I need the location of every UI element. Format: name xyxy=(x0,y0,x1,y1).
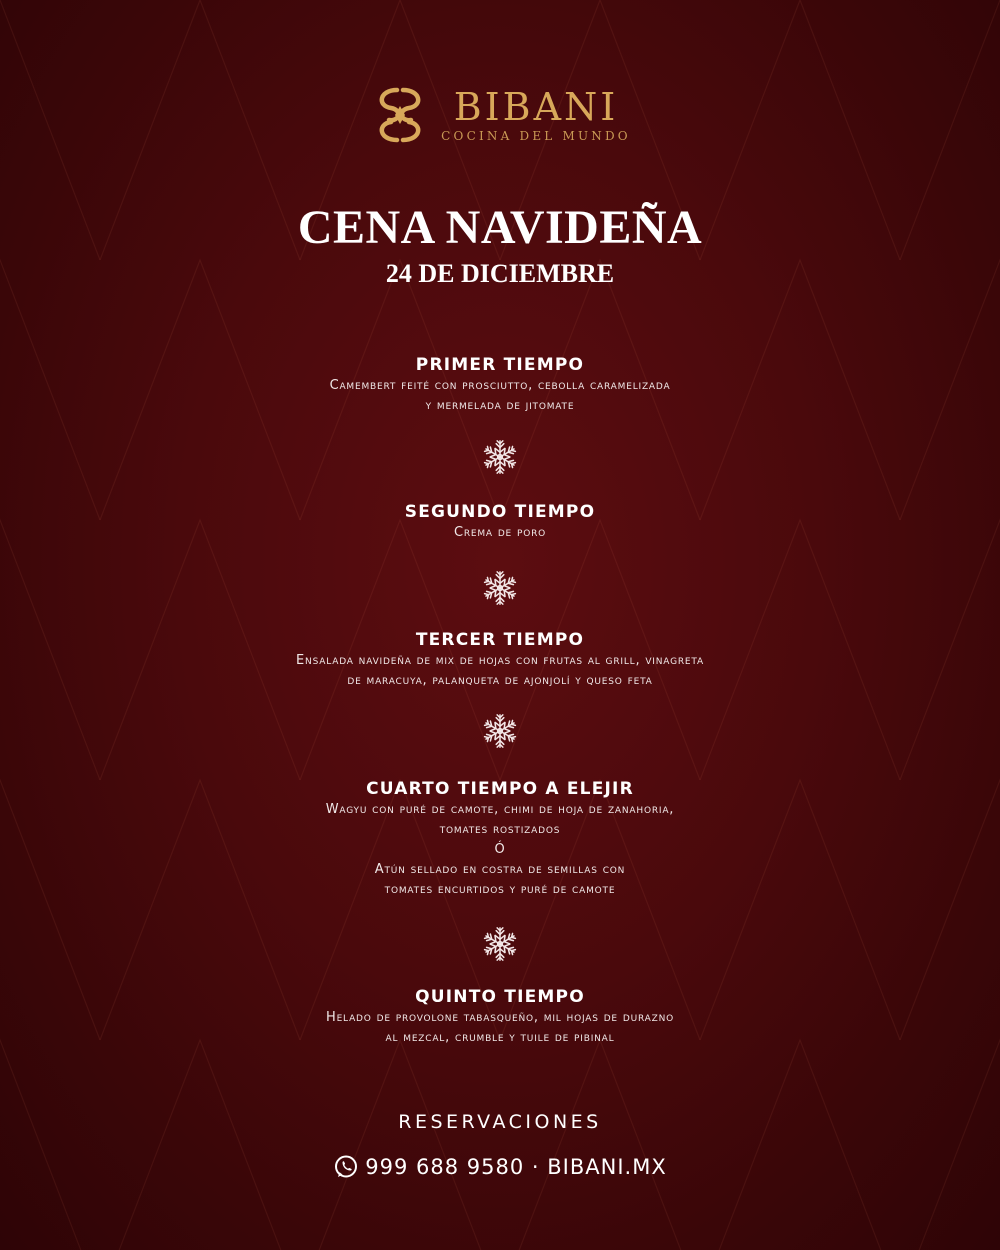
course-title: TERCER TIEMPO xyxy=(415,630,585,650)
reservations-label: RESERVACIONES xyxy=(398,1111,602,1133)
snowflake-icon xyxy=(481,438,519,476)
course-description-line: al mezcal, crumble y tuile de pibinal xyxy=(385,1030,615,1045)
event-date: 24 DE DICIEMBRE xyxy=(385,259,615,288)
snowflake-icon xyxy=(481,925,519,963)
course-description-line: y mermelada de jitomate xyxy=(425,398,575,413)
brand-name: BIBANI xyxy=(453,85,619,129)
course-description-line: Atún sellado en costra de semillas con xyxy=(374,862,626,877)
contact-text[interactable]: 999 688 9580 · BIBANI.MX xyxy=(365,1155,667,1179)
course-description-line: Crema de poro xyxy=(453,525,547,540)
bibani-logo-icon xyxy=(369,84,431,146)
whatsapp-icon xyxy=(333,1154,359,1180)
course-description-line: Ensalada navideña de mix de hojas con frutas al grill, vinagreta xyxy=(296,653,704,668)
course-description-line: de maracuya, palanqueta de ajonjolí y queso feta xyxy=(347,673,653,688)
course-description-line: tomates encurtidos y puré de camote xyxy=(384,882,616,897)
course-description-line: tomates rostizados xyxy=(439,822,561,837)
course-5 xyxy=(0,986,1000,1048)
course-title: QUINTO TIEMPO xyxy=(415,987,585,1007)
course-1 xyxy=(0,354,1000,416)
course-title: PRIMER TIEMPO xyxy=(415,355,585,375)
brand-tagline: COCINA DEL MUNDO xyxy=(441,129,631,143)
logo xyxy=(0,84,1000,146)
course-title: SEGUNDO TIEMPO xyxy=(404,502,596,522)
course-4 xyxy=(0,778,1000,900)
event-title: CENA NAVIDEÑA xyxy=(297,201,703,254)
course-description-line: Camembert feité con prosciutto, cebolla caramelizada xyxy=(329,378,671,393)
course-2 xyxy=(0,501,1000,543)
course-or-separator: Ó xyxy=(494,842,506,857)
course-3 xyxy=(0,629,1000,691)
course-description-line: Wagyu con puré de camote, chimi de hoja de zanahoria, xyxy=(325,802,675,817)
course-description-line: Helado de provolone tabasqueño, mil hojas de durazno xyxy=(326,1010,674,1025)
snowflake-icon xyxy=(481,569,519,607)
course-title: CUARTO TIEMPO A ELEJIR xyxy=(366,779,634,799)
snowflake-icon xyxy=(481,712,519,750)
contact-line[interactable] xyxy=(0,1154,1000,1180)
